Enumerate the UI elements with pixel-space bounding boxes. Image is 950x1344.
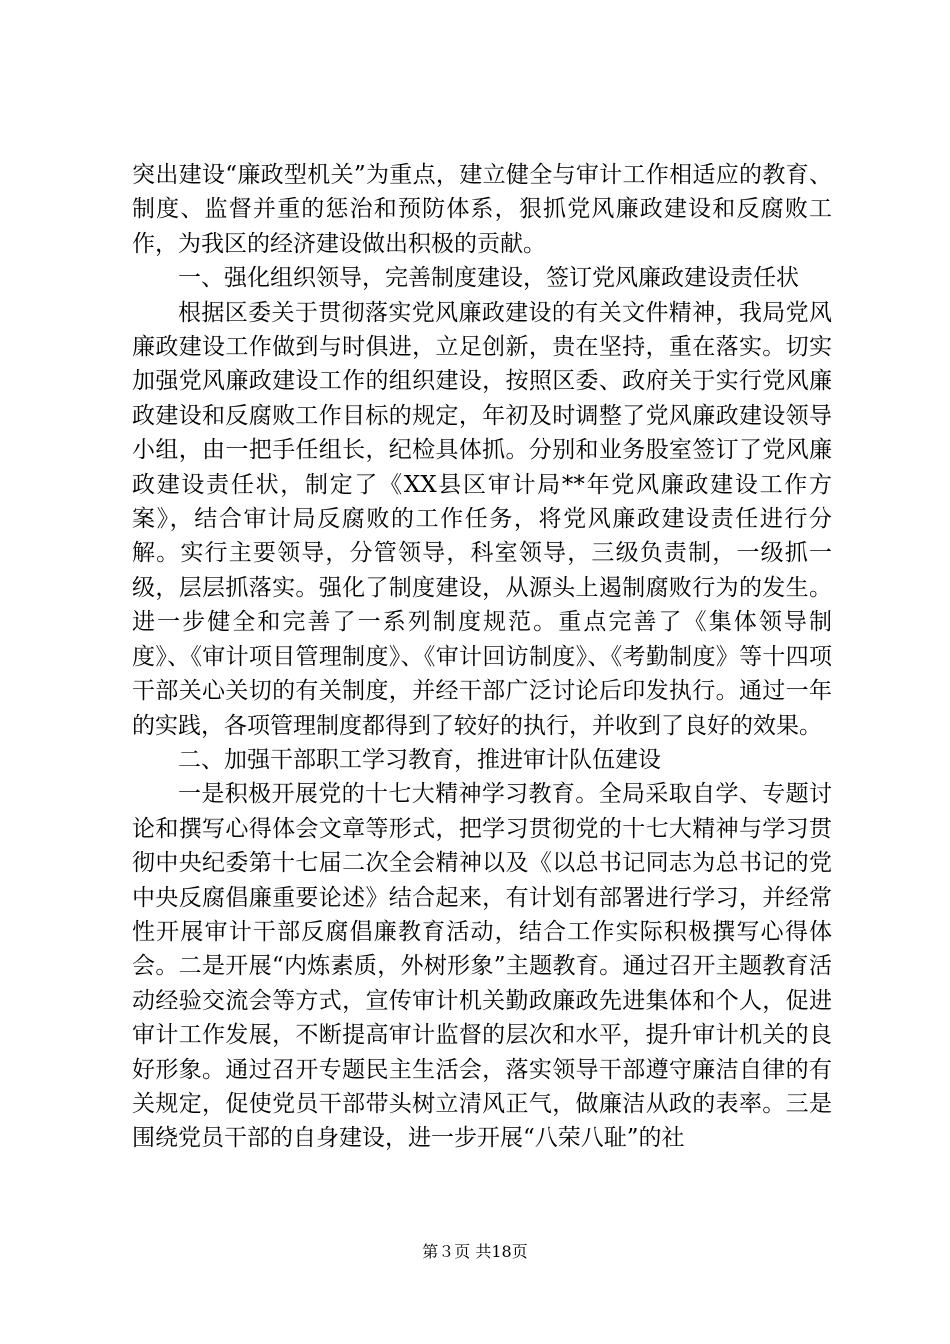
section-heading-2: 二、加强干部职工学习教育，推进审计队伍建设	[178, 746, 661, 773]
body-paragraph: 一是积极开展党的十七大精神学习教育。全局采取自学、专题讨论和撰写心得体会文章等形式，把学习贯彻党的十七大精神与学习贯彻中央纪委第十七届二次全会精神以及《以总书记同志为总书记的党中央反腐倡廉重要论述》结合起来，有计划有部署进行学习，并经常性开展审计干部反腐倡廉教育活动，结合工作实际积极撰写心得体会。二是开展“内炼素质，外树形象”主题教育。通过召开主题教育活动经验交流会等方式，宣传审计机关勤政廉政先进集体和个人，促进审计工作发展，不断提高审计监督的层次和水平，提升审计机关的良好形象。通过召开专题民主生活会，落实领导干部遵守廉洁自律的有关规定，促使党员干部带头树立清风正气，做廉洁从政的表率。三是围绕党员干部的自身建设，进一步开展“八荣八耻”的社	[132, 781, 832, 1152]
body-paragraph-continuation: 突出建设“廉政型机关”为重点，建立健全与审计工作相适应的教育、制度、监督并重的惩治和预防体系，狠抓党风廉政建设和反腐败工作，为我区的经济建设做出积极的贡献。	[132, 162, 832, 257]
page-footer: 第３页 共18页	[422, 1242, 528, 1261]
document-body	[132, 158, 832, 1156]
section-heading-1: 一、强化组织领导，完善制度建设，签订党风廉政建设责任状	[178, 265, 799, 292]
body-paragraph: 根据区委关于贯彻落实党风廉政建设的有关文件精神，我局党风廉政建设工作做到与时俱进，立足创新，贵在坚持，重在落实。切实加强党风廉政建设工作的组织建设，按照区委、政府关于实行党风廉政建设和反腐败工作目标的规定，年初及时调整了党风廉政建设领导小组，由一把手任组长，纪检具体抓。分别和业务股室签订了党风廉政建设责任状，制定了《XX县区审计局**年党风廉政建设工作方案》，结合审计局反腐败的工作任务，将党风廉政建设责任进行分解。实行主要领导，分管领导，科室领导，三级负责制，一级抓一级，层层抓落实。强化了制度建设，从源头上遏制腐败行为的发生。进一步健全和完善了一系列制度规范。重点完善了《集体领导制度》、《审计项目管理制度》、《审计回访制度》、《考勤制度》等十四项干部关心关切的有关制度，并经干部广泛讨论后印发执行。通过一年的实践，各项管理制度都得到了较好的执行，并收到了良好的效果。	[132, 299, 832, 739]
